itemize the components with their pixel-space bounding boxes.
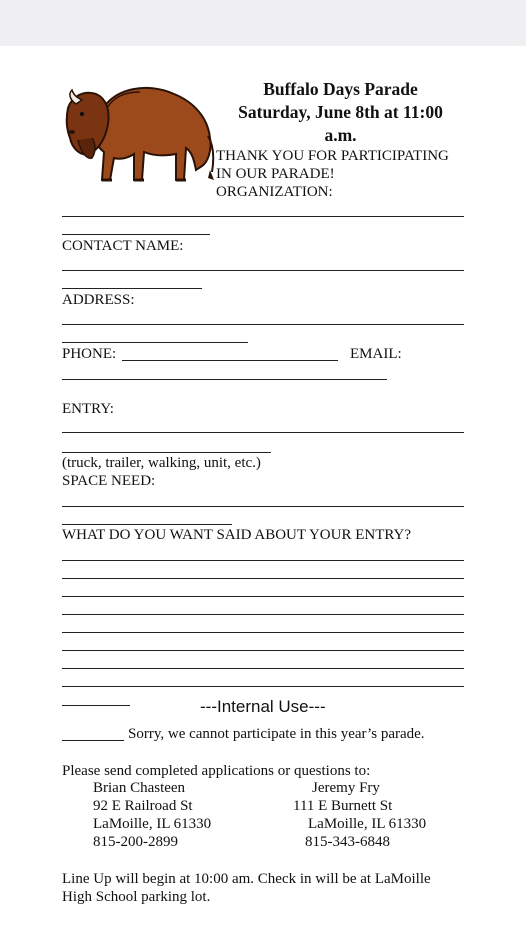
thank-you-line2: IN OUR PARADE! (216, 166, 335, 182)
thank-you-line1: THANK YOU FOR PARTICIPATING (216, 148, 449, 164)
organization-field-line[interactable] (62, 216, 464, 217)
address-label: ADDRESS: (62, 292, 135, 308)
contact-left-phone: 815-200-2899 (93, 834, 178, 850)
description-line[interactable] (62, 686, 464, 687)
organization-label: ORGANIZATION: (216, 184, 333, 200)
contact-name-field-line[interactable] (62, 270, 464, 271)
parade-date: Saturday, June 8th at 11:00 (238, 102, 443, 122)
contact-right-phone: 815-343-6848 (305, 834, 390, 850)
parade-date-suffix: a.m. (324, 125, 357, 145)
bison-icon (62, 80, 216, 184)
description-line[interactable] (62, 578, 464, 579)
parade-title: Buffalo Days Parade (263, 79, 418, 99)
space-need-field-line-2[interactable] (62, 524, 232, 525)
contact-right-name: Jeremy Fry (312, 780, 380, 796)
address-field-line-2[interactable] (62, 342, 248, 343)
organization-field-line-2[interactable] (62, 234, 210, 235)
entry-hint: (truck, trailer, walking, unit, etc.) (62, 455, 261, 471)
send-applications-text: Please send completed applications or questions to: (62, 763, 371, 779)
contact-right-street: 111 E Burnett St (293, 798, 393, 814)
email-label: EMAIL: (350, 346, 402, 362)
entry-description-label: WHAT DO YOU WANT SAID ABOUT YOUR ENTRY? (62, 527, 412, 543)
contact-right-city: LaMoille, IL 61330 (308, 816, 427, 832)
contact-left-name: Brian Chasteen (93, 780, 186, 796)
space-need-label: SPACE NEED: (62, 473, 156, 489)
phone-label: PHONE: (62, 346, 117, 362)
email-field-line[interactable] (62, 379, 387, 380)
description-line[interactable] (62, 632, 464, 633)
contact-left-city: LaMoille, IL 61330 (93, 816, 212, 832)
contact-name-field-line-2[interactable] (62, 288, 202, 289)
decline-text: Sorry, we cannot participate in this year’s parade. (128, 726, 425, 742)
description-line[interactable] (62, 596, 464, 597)
lineup-info-line1: Line Up will begin at 10:00 am. Check in will be at LaMoille (62, 871, 431, 887)
description-line[interactable] (62, 650, 464, 651)
description-line[interactable] (62, 560, 464, 561)
contact-name-label: CONTACT NAME: (62, 238, 184, 254)
description-line-short[interactable] (62, 705, 130, 706)
description-line[interactable] (62, 614, 464, 615)
entry-field-line-2[interactable] (62, 452, 271, 453)
description-line[interactable] (62, 668, 464, 669)
internal-use-heading: ---Internal Use--- (200, 697, 326, 716)
top-bar (0, 0, 526, 46)
lineup-info-line2: High School parking lot. (62, 889, 211, 905)
space-need-field-line[interactable] (62, 506, 464, 507)
contact-left-street: 92 E Railroad St (93, 798, 193, 814)
address-field-line[interactable] (62, 324, 464, 325)
entry-field-line[interactable] (62, 432, 464, 433)
phone-field-line[interactable] (122, 360, 338, 361)
entry-label: ENTRY: (62, 401, 114, 417)
decline-checkline[interactable] (62, 740, 124, 741)
